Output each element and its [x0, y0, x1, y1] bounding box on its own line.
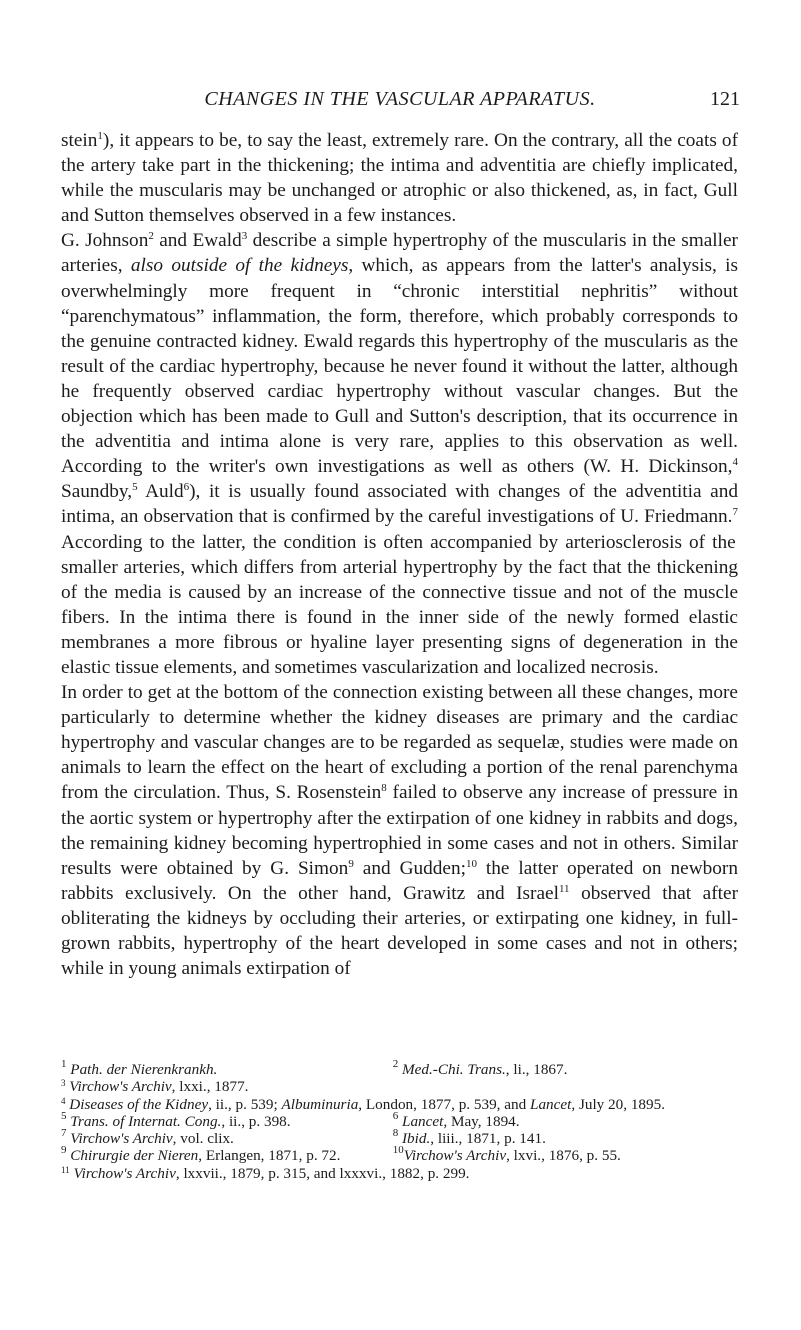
footnote-ref: 1 — [97, 130, 103, 142]
footnote-source: Virchow's Archiv — [69, 1078, 172, 1096]
footnote-8 — [392, 1127, 741, 1148]
footnote-ref: 6 — [183, 481, 190, 494]
page-number: 121 — [710, 88, 740, 110]
footnote-10 — [392, 1144, 741, 1165]
text-run: stein — [61, 130, 98, 151]
running-header — [60, 88, 740, 118]
footnote-source: Albuminuria — [281, 1095, 359, 1113]
text-run: describe a simple hypertrophy of the muscularis in the smaller arteries, — [61, 230, 738, 277]
footnote-source: Path. der Nierenkrankh. — [70, 1061, 218, 1078]
footnote-source: Lancet — [402, 1112, 444, 1130]
footnote-ref: 9 — [348, 857, 354, 870]
footnote-ref: 10 — [465, 857, 477, 870]
paragraph-1 — [61, 128, 738, 228]
footnote-ref: 2 — [148, 230, 154, 243]
text-run: and Ewald — [153, 230, 242, 252]
footnote-detail: , ii., p. 398. — [221, 1112, 291, 1130]
text-run: Saundby, — [61, 481, 133, 503]
body-text — [61, 128, 738, 981]
text-run: and Gudden; — [353, 857, 466, 879]
footnote-5 — [61, 1109, 393, 1130]
paragraph-3 — [61, 680, 738, 981]
text-run: ), it is usually found associated with changes of the adventitia and intima, an observation that is confirmed by the careful investigations of U. Friedmann. — [61, 481, 738, 528]
footnote-detail: , London, 1877, p. 539, and — [358, 1095, 530, 1113]
footnote-source: Diseases of the Kidney — [69, 1095, 209, 1113]
paragraph-2 — [61, 228, 738, 680]
footnote-detail: , vol. clix. — [172, 1130, 234, 1148]
footnote-number: 8 — [392, 1127, 399, 1140]
footnote-ref: 11 — [558, 882, 570, 895]
footnote-detail: , liii., 1871, p. 141. — [430, 1130, 546, 1148]
text-run: Auld — [137, 481, 184, 503]
footnote-number: 9 — [61, 1144, 67, 1157]
text-run: ), it appears to be, to say the least, extremely rare. On the contrary, all the coats of the artery take part in the thickening; the intima and adventitia are chiefly implicated, while the muscularis may be unchanged or atrophic or also thickened, as, in fact, Gull and Sutton themselves observed in a few instances. — [61, 130, 738, 227]
footnote-number: 6 — [392, 1109, 399, 1122]
footnote-number: 4 — [61, 1095, 66, 1106]
footnote-number: 5 — [61, 1109, 67, 1122]
running-title: CHANGES IN THE VASCULAR APPARATUS. — [204, 88, 596, 110]
footnote-source: Virchow's Archiv — [70, 1130, 173, 1148]
text-run: In order to get at the bottom of the connection existing between all these changes, more particularly to determine whether the kidney diseases are primary and the cardiac hypertrophy and vascular changes are to be regarded as sequelæ, studies were made on animals to learn the effect on the heart of excluding a portion of the renal parenchyma from the circulation. Thus, S. Rosenstein — [61, 682, 738, 804]
emphasis: also outside of the kidneys — [130, 255, 349, 277]
footnote-ref: 4 — [732, 456, 738, 469]
footnote-number: 7 — [61, 1127, 67, 1140]
footnote-2 — [392, 1058, 741, 1078]
footnote-source: Virchow's Archiv — [73, 1164, 176, 1182]
footnote-3 — [61, 1078, 741, 1095]
footnote-source: Ibid. — [402, 1130, 431, 1148]
text-run: G. Johnson — [61, 230, 149, 252]
footnote-detail: , lxxvii., 1879, p. 315, and lxxxvi., 1882, p. 299. — [175, 1164, 470, 1182]
footnote-source: Med.-Chi. Trans. — [402, 1061, 506, 1078]
footnote-source: Lancet — [530, 1095, 572, 1113]
footnote-detail: , li., 1867. — [505, 1061, 568, 1078]
footnote-source: Chirurgie der Nieren — [70, 1147, 199, 1165]
footnote-number: 2 — [392, 1058, 399, 1070]
footnote-row — [61, 1058, 741, 1078]
footnote-ref: 8 — [381, 782, 387, 795]
text-run: the latter operated on newborn rabbits exclusively. On the other hand, Grawitz and Israel — [61, 857, 738, 904]
footnote-11 — [61, 1165, 741, 1182]
footnote-6 — [392, 1109, 741, 1130]
footnote-1 — [61, 1058, 393, 1078]
footnotes — [61, 1058, 741, 1182]
footnote-row — [61, 1144, 741, 1165]
footnote-ref: 3 — [241, 230, 248, 243]
footnote-row — [61, 1109, 741, 1130]
footnote-number: 11 — [61, 1164, 70, 1175]
footnote-source: Virchow's Archiv — [403, 1147, 507, 1165]
footnote-detail: , July 20, 1895. — [571, 1095, 666, 1113]
footnote-detail: , lxvi., 1876, p. 55. — [506, 1147, 621, 1165]
footnote-source: Trans. of Internat. Cong. — [70, 1112, 222, 1130]
footnote-4 — [61, 1096, 741, 1113]
footnote-number: 3 — [61, 1078, 66, 1089]
footnote-number: 1 — [61, 1058, 67, 1070]
footnote-detail: , May, 1894. — [443, 1112, 520, 1130]
text-run: According to the latter, the condition is often accompanied by arteriosclerosis of the smaller arteries, which differs from arterial hypertrophy by the fact that the thickening of the media is caused by an increase of the connective tissue and not of the muscle fibers. In the intima there is found in the inner side of the newly formed elastic membranes a more fibrous or hyaline layer presenting signs of degeneration in the elastic tissue elements, and sometimes vascularization and localized necrosis. — [61, 531, 738, 678]
footnote-number: 10 — [392, 1144, 404, 1157]
text-run: failed to observe any increase of pressure in the aortic system or hypertrophy after the extirpation of one kidney in rabbits and dogs, the remaining kidney becoming hypertrophied in some cases and not in others. Similar results were obtained by G. Simon — [61, 782, 738, 879]
footnote-detail: , ii., p. 539; — [208, 1095, 282, 1113]
footnote-ref: 5 — [132, 481, 138, 494]
footnote-9 — [61, 1144, 393, 1165]
text-run: , which, as appears from the latter's analysis, is overwhelmingly more frequent in “chronic interstitial nephritis” without “parenchymatous” inflammation, the form, therefore, which probably corresponds to the genuine contracted kidney. Ewald regards this hypertrophy of the muscularis as the result of the cardiac hypertrophy, because he never found it without the latter, although he frequently observed cardiac hypertrophy without vascular changes. But the objection which has been made to Gull and Sutton's description, that its occurrence in the adventitia and intima alone is very rare, applies to this observation as well. According to the writer's own investigations as well as others (W. H. Dickinson, — [61, 255, 739, 478]
footnote-detail: , Erlangen, 1871, p. 72. — [198, 1147, 341, 1165]
footnote-7 — [61, 1127, 393, 1148]
text-run: observed that after obliterating the kidneys by occluding their arteries, or extirpating one kidney, in full-grown rabbits, hypertrophy of the heart developed in some cases and not in others; while in young animals extirpation of — [61, 882, 738, 980]
footnote-ref: 7 — [732, 506, 738, 519]
footnote-detail: , lxxi., 1877. — [171, 1078, 249, 1096]
